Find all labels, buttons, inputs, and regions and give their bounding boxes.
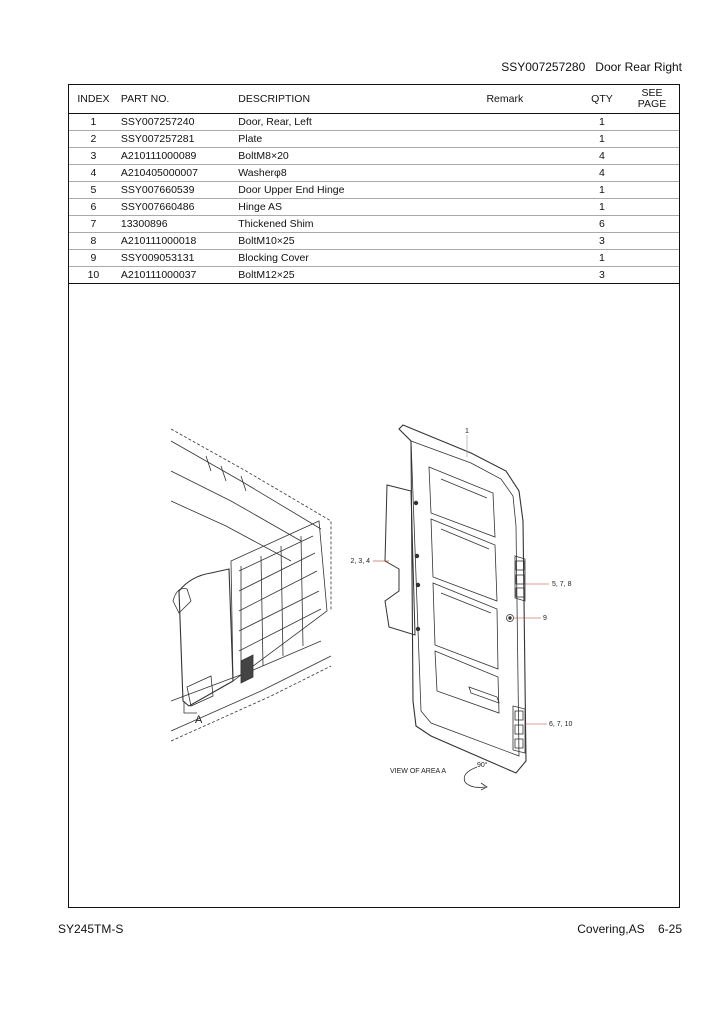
cell-index: 2 bbox=[69, 131, 118, 148]
rotation-label: 90° bbox=[477, 762, 488, 769]
cell-index: 1 bbox=[69, 114, 118, 131]
cell-part-no: A210405000007 bbox=[118, 165, 235, 182]
cell-index: 3 bbox=[69, 148, 118, 165]
callout-9: 9 bbox=[543, 615, 547, 622]
view-of-area-label: VIEW OF AREA A bbox=[390, 768, 447, 775]
cell-part-no: A210111000037 bbox=[118, 267, 235, 284]
door-assembly bbox=[373, 425, 549, 790]
cell-index: 8 bbox=[69, 233, 118, 250]
cell-qty: 1 bbox=[579, 199, 625, 216]
cell-index: 10 bbox=[69, 267, 118, 284]
parts-frame bbox=[68, 84, 680, 908]
cell-qty: 6 bbox=[579, 216, 625, 233]
cell-part-no: SSY007257240 bbox=[118, 114, 235, 131]
footer-model: SY245TM-S bbox=[58, 922, 124, 936]
cell-index: 5 bbox=[69, 182, 118, 199]
col-index: INDEX bbox=[69, 85, 118, 114]
cell-qty: 1 bbox=[579, 182, 625, 199]
cell-description: Thickened Shim bbox=[235, 216, 483, 233]
header-title: Door Rear Right bbox=[595, 60, 682, 74]
cell-description: Door, Rear, Left bbox=[235, 114, 483, 131]
cell-description: Washerφ8 bbox=[235, 165, 483, 182]
cell-description: BoltM8×20 bbox=[235, 148, 483, 165]
cell-index: 9 bbox=[69, 250, 118, 267]
callout-6-7-10: 6, 7, 10 bbox=[549, 721, 573, 728]
cell-description: Blocking Cover bbox=[235, 250, 483, 267]
col-description: DESCRIPTION bbox=[235, 85, 483, 114]
cell-part-no: A210111000018 bbox=[118, 233, 235, 250]
cell-qty: 1 bbox=[579, 250, 625, 267]
footer-section-page bbox=[577, 922, 682, 936]
callout-5-7-8: 5, 7, 8 bbox=[552, 581, 572, 588]
cell-index: 7 bbox=[69, 216, 118, 233]
col-remark: Remark bbox=[483, 85, 578, 114]
page-header bbox=[501, 60, 682, 74]
cell-description: BoltM10×25 bbox=[235, 233, 483, 250]
cell-qty: 4 bbox=[579, 148, 625, 165]
col-see-page-line1: SEE bbox=[641, 87, 663, 99]
cell-qty: 1 bbox=[579, 131, 625, 148]
cell-index: 4 bbox=[69, 165, 118, 182]
callout-1: 1 bbox=[465, 428, 469, 435]
cell-qty: 4 bbox=[579, 165, 625, 182]
cell-qty: 1 bbox=[579, 114, 625, 131]
header-part-code: SSY007257280 bbox=[501, 60, 586, 74]
cell-description: Plate bbox=[235, 131, 483, 148]
cell-qty: 3 bbox=[579, 233, 625, 250]
parts-drawing bbox=[69, 85, 681, 909]
col-qty: QTY bbox=[579, 85, 625, 114]
cell-part-no: SSY009053131 bbox=[118, 250, 235, 267]
footer-page: 6-25 bbox=[657, 922, 682, 936]
machine-overview bbox=[171, 429, 331, 741]
cell-qty: 3 bbox=[579, 267, 625, 284]
callout-2-3-4: 2, 3, 4 bbox=[350, 558, 370, 565]
cell-description: Door Upper End Hinge bbox=[235, 182, 483, 199]
cell-part-no: SSY007660486 bbox=[118, 199, 235, 216]
footer-section: Covering,AS bbox=[577, 922, 645, 936]
col-part-no: PART NO. bbox=[118, 85, 235, 114]
cell-part-no: A210111000089 bbox=[118, 148, 235, 165]
cell-part-no: SSY007660539 bbox=[118, 182, 235, 199]
col-see-page-line2: PAGE bbox=[637, 98, 667, 110]
cell-description: Hinge AS bbox=[235, 199, 483, 216]
area-a-label: A bbox=[195, 714, 203, 726]
cell-description: BoltM12×25 bbox=[235, 267, 483, 284]
cell-index: 6 bbox=[69, 199, 118, 216]
cell-part-no: SSY007257281 bbox=[118, 131, 235, 148]
cell-part-no: 13300896 bbox=[118, 216, 235, 233]
